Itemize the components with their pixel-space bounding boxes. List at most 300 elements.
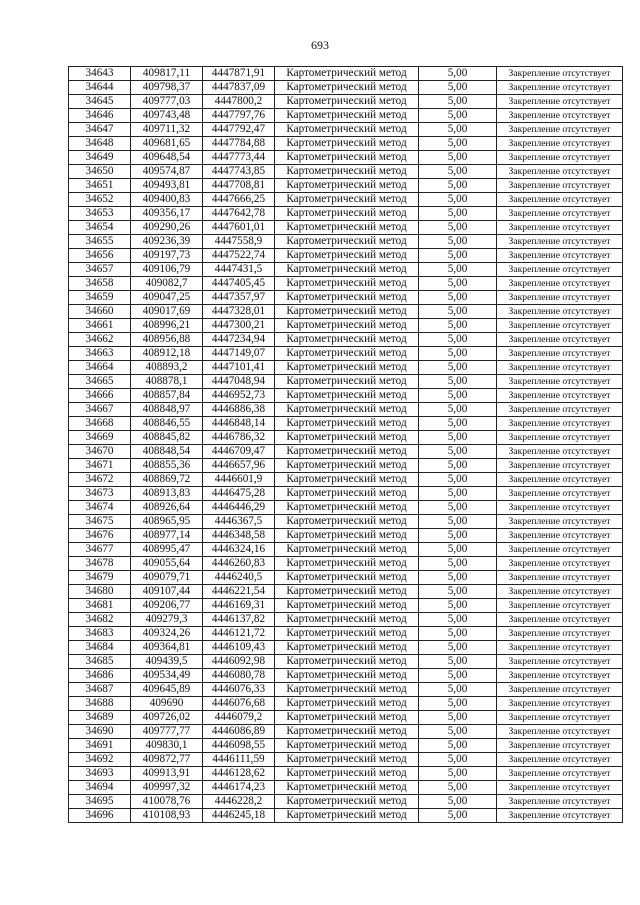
y-coordinate-cell: 4447522,74 [203,249,275,263]
point-number-cell: 34646 [69,109,131,123]
table-row [69,571,623,585]
y-coordinate-cell: 4446079,2 [203,711,275,725]
method-cell: Картометрический метод [275,697,419,711]
table-row [69,375,623,389]
table-row [69,711,623,725]
x-coordinate-cell: 409645,89 [131,683,203,697]
table-row [69,95,623,109]
fixation-cell: Закрепление отсутствует [497,641,623,655]
x-coordinate-cell: 410078,76 [131,795,203,809]
fixation-cell: Закрепление отсутствует [497,697,623,711]
x-coordinate-cell: 409106,79 [131,263,203,277]
accuracy-cell: 5,00 [419,459,497,473]
point-number-cell: 34650 [69,165,131,179]
fixation-cell: Закрепление отсутствует [497,557,623,571]
table-row [69,655,623,669]
accuracy-cell: 5,00 [419,683,497,697]
point-number-cell: 34660 [69,305,131,319]
method-cell: Картометрический метод [275,641,419,655]
method-cell: Картометрический метод [275,263,419,277]
method-cell: Картометрический метод [275,739,419,753]
y-coordinate-cell: 4446092,98 [203,655,275,669]
table-row [69,473,623,487]
x-coordinate-cell: 409777,03 [131,95,203,109]
x-coordinate-cell: 409681,65 [131,137,203,151]
method-cell: Картометрический метод [275,277,419,291]
method-cell: Картометрический метод [275,319,419,333]
accuracy-cell: 5,00 [419,277,497,291]
y-coordinate-cell: 4446086,89 [203,725,275,739]
accuracy-cell: 5,00 [419,333,497,347]
coordinates-table [68,66,623,823]
accuracy-cell: 5,00 [419,389,497,403]
point-number-cell: 34669 [69,431,131,445]
accuracy-cell: 5,00 [419,305,497,319]
accuracy-cell: 5,00 [419,193,497,207]
table-row [69,319,623,333]
table-row [69,529,623,543]
y-coordinate-cell: 4447837,09 [203,81,275,95]
point-number-cell: 34690 [69,725,131,739]
method-cell: Картометрический метод [275,165,419,179]
y-coordinate-cell: 4447431,5 [203,263,275,277]
y-coordinate-cell: 4446098,55 [203,739,275,753]
method-cell: Картометрический метод [275,235,419,249]
fixation-cell: Закрепление отсутствует [497,669,623,683]
x-coordinate-cell: 408977,14 [131,529,203,543]
accuracy-cell: 5,00 [419,543,497,557]
point-number-cell: 34668 [69,417,131,431]
fixation-cell: Закрепление отсутствует [497,655,623,669]
accuracy-cell: 5,00 [419,137,497,151]
y-coordinate-cell: 4446121,72 [203,627,275,641]
method-cell: Картометрический метод [275,543,419,557]
point-number-cell: 34673 [69,487,131,501]
y-coordinate-cell: 4447601,01 [203,221,275,235]
x-coordinate-cell: 409726,02 [131,711,203,725]
point-number-cell: 34661 [69,319,131,333]
point-number-cell: 34689 [69,711,131,725]
x-coordinate-cell: 409913,91 [131,767,203,781]
x-coordinate-cell: 408848,54 [131,445,203,459]
accuracy-cell: 5,00 [419,515,497,529]
fixation-cell: Закрепление отсутствует [497,543,623,557]
method-cell: Картометрический метод [275,375,419,389]
method-cell: Картометрический метод [275,753,419,767]
fixation-cell: Закрепление отсутствует [497,249,623,263]
method-cell: Картометрический метод [275,81,419,95]
x-coordinate-cell: 409082,7 [131,277,203,291]
method-cell: Картометрический метод [275,669,419,683]
method-cell: Картометрический метод [275,305,419,319]
point-number-cell: 34696 [69,809,131,823]
accuracy-cell: 5,00 [419,109,497,123]
table-row [69,445,623,459]
x-coordinate-cell: 408995,47 [131,543,203,557]
y-coordinate-cell: 4447871,91 [203,67,275,81]
y-coordinate-cell: 4446109,43 [203,641,275,655]
table-row [69,501,623,515]
x-coordinate-cell: 409079,71 [131,571,203,585]
x-coordinate-cell: 409648,54 [131,151,203,165]
method-cell: Картометрический метод [275,725,419,739]
fixation-cell: Закрепление отсутствует [497,207,623,221]
point-number-cell: 34643 [69,67,131,81]
fixation-cell: Закрепление отсутствует [497,347,623,361]
fixation-cell: Закрепление отсутствует [497,361,623,375]
method-cell: Картометрический метод [275,613,419,627]
x-coordinate-cell: 409817,11 [131,67,203,81]
fixation-cell: Закрепление отсутствует [497,291,623,305]
table-row [69,277,623,291]
point-number-cell: 34644 [69,81,131,95]
method-cell: Картометрический метод [275,599,419,613]
point-number-cell: 34647 [69,123,131,137]
x-coordinate-cell: 409997,32 [131,781,203,795]
point-number-cell: 34666 [69,389,131,403]
y-coordinate-cell: 4446137,82 [203,613,275,627]
y-coordinate-cell: 4446324,16 [203,543,275,557]
point-number-cell: 34649 [69,151,131,165]
fixation-cell: Закрепление отсутствует [497,333,623,347]
method-cell: Картометрический метод [275,781,419,795]
x-coordinate-cell: 409777,77 [131,725,203,739]
accuracy-cell: 5,00 [419,557,497,571]
x-coordinate-cell: 409279,3 [131,613,203,627]
accuracy-cell: 5,00 [419,487,497,501]
y-coordinate-cell: 4446886,38 [203,403,275,417]
accuracy-cell: 5,00 [419,81,497,95]
accuracy-cell: 5,00 [419,151,497,165]
accuracy-cell: 5,00 [419,361,497,375]
fixation-cell: Закрепление отсутствует [497,235,623,249]
point-number-cell: 34665 [69,375,131,389]
fixation-cell: Закрепление отсутствует [497,529,623,543]
x-coordinate-cell: 409574,87 [131,165,203,179]
accuracy-cell: 5,00 [419,613,497,627]
fixation-cell: Закрепление отсутствует [497,473,623,487]
method-cell: Картометрический метод [275,123,419,137]
accuracy-cell: 5,00 [419,739,497,753]
y-coordinate-cell: 4447800,2 [203,95,275,109]
accuracy-cell: 5,00 [419,319,497,333]
point-number-cell: 34657 [69,263,131,277]
table-row [69,151,623,165]
x-coordinate-cell: 410108,93 [131,809,203,823]
x-coordinate-cell: 408855,36 [131,459,203,473]
table-row [69,613,623,627]
method-cell: Картометрический метод [275,445,419,459]
y-coordinate-cell: 4446709,47 [203,445,275,459]
point-number-cell: 34667 [69,403,131,417]
fixation-cell: Закрепление отсутствует [497,193,623,207]
table-row [69,599,623,613]
point-number-cell: 34694 [69,781,131,795]
fixation-cell: Закрепление отсутствует [497,767,623,781]
point-number-cell: 34676 [69,529,131,543]
coordinates-table-body [69,67,623,823]
table-row [69,683,623,697]
table-row [69,739,623,753]
y-coordinate-cell: 4446260,83 [203,557,275,571]
table-row [69,249,623,263]
table-row [69,431,623,445]
method-cell: Картометрический метод [275,193,419,207]
accuracy-cell: 5,00 [419,501,497,515]
y-coordinate-cell: 4447666,25 [203,193,275,207]
accuracy-cell: 5,00 [419,711,497,725]
point-number-cell: 34670 [69,445,131,459]
x-coordinate-cell: 408845,82 [131,431,203,445]
x-coordinate-cell: 409364,81 [131,641,203,655]
y-coordinate-cell: 4447558,9 [203,235,275,249]
table-row [69,809,623,823]
table-row [69,137,623,151]
table-row [69,515,623,529]
fixation-cell: Закрепление отсутствует [497,431,623,445]
table-row [69,459,623,473]
fixation-cell: Закрепление отсутствует [497,277,623,291]
point-number-cell: 34656 [69,249,131,263]
y-coordinate-cell: 4447149,07 [203,347,275,361]
fixation-cell: Закрепление отсутствует [497,319,623,333]
x-coordinate-cell: 409534,49 [131,669,203,683]
x-coordinate-cell: 409236,39 [131,235,203,249]
point-number-cell: 34653 [69,207,131,221]
fixation-cell: Закрепление отсутствует [497,67,623,81]
table-row [69,725,623,739]
point-number-cell: 34675 [69,515,131,529]
x-coordinate-cell: 409055,64 [131,557,203,571]
table-row [69,179,623,193]
x-coordinate-cell: 409324,26 [131,627,203,641]
table-row [69,123,623,137]
table-row [69,389,623,403]
point-number-cell: 34652 [69,193,131,207]
fixation-cell: Закрепление отсутствует [497,109,623,123]
x-coordinate-cell: 409206,77 [131,599,203,613]
table-row [69,697,623,711]
y-coordinate-cell: 4447234,94 [203,333,275,347]
table-row [69,207,623,221]
x-coordinate-cell: 409439,5 [131,655,203,669]
table-row [69,403,623,417]
method-cell: Картометрический метод [275,179,419,193]
y-coordinate-cell: 4446367,5 [203,515,275,529]
point-number-cell: 34651 [69,179,131,193]
y-coordinate-cell: 4446952,73 [203,389,275,403]
accuracy-cell: 5,00 [419,627,497,641]
y-coordinate-cell: 4446111,59 [203,753,275,767]
x-coordinate-cell: 408926,64 [131,501,203,515]
y-coordinate-cell: 4447101,41 [203,361,275,375]
table-row [69,557,623,571]
point-number-cell: 34686 [69,669,131,683]
table-row [69,263,623,277]
fixation-cell: Закрепление отсутствует [497,683,623,697]
x-coordinate-cell: 408912,18 [131,347,203,361]
method-cell: Картометрический метод [275,655,419,669]
point-number-cell: 34677 [69,543,131,557]
point-number-cell: 34685 [69,655,131,669]
table-row [69,333,623,347]
accuracy-cell: 5,00 [419,375,497,389]
point-number-cell: 34645 [69,95,131,109]
y-coordinate-cell: 4446169,31 [203,599,275,613]
y-coordinate-cell: 4447784,88 [203,137,275,151]
accuracy-cell: 5,00 [419,123,497,137]
fixation-cell: Закрепление отсутствует [497,627,623,641]
method-cell: Картометрический метод [275,361,419,375]
accuracy-cell: 5,00 [419,221,497,235]
accuracy-cell: 5,00 [419,417,497,431]
x-coordinate-cell: 408857,84 [131,389,203,403]
method-cell: Картометрический метод [275,249,419,263]
y-coordinate-cell: 4447328,01 [203,305,275,319]
point-number-cell: 34693 [69,767,131,781]
y-coordinate-cell: 4447357,97 [203,291,275,305]
x-coordinate-cell: 409356,17 [131,207,203,221]
fixation-cell: Закрепление отсутствует [497,501,623,515]
fixation-cell: Закрепление отсутствует [497,795,623,809]
accuracy-cell: 5,00 [419,263,497,277]
method-cell: Картометрический метод [275,151,419,165]
fixation-cell: Закрепление отсутствует [497,389,623,403]
y-coordinate-cell: 4446657,96 [203,459,275,473]
table-row [69,291,623,305]
x-coordinate-cell: 409830,1 [131,739,203,753]
x-coordinate-cell: 408846,55 [131,417,203,431]
table-row [69,361,623,375]
fixation-cell: Закрепление отсутствует [497,515,623,529]
fixation-cell: Закрепление отсутствует [497,739,623,753]
fixation-cell: Закрепление отсутствует [497,305,623,319]
fixation-cell: Закрепление отсутствует [497,459,623,473]
fixation-cell: Закрепление отсутствует [497,81,623,95]
y-coordinate-cell: 4447792,47 [203,123,275,137]
method-cell: Картометрический метод [275,431,419,445]
point-number-cell: 34688 [69,697,131,711]
table-row [69,487,623,501]
method-cell: Картометрический метод [275,221,419,235]
accuracy-cell: 5,00 [419,753,497,767]
accuracy-cell: 5,00 [419,249,497,263]
accuracy-cell: 5,00 [419,473,497,487]
accuracy-cell: 5,00 [419,431,497,445]
method-cell: Картометрический метод [275,109,419,123]
y-coordinate-cell: 4447773,44 [203,151,275,165]
method-cell: Картометрический метод [275,683,419,697]
x-coordinate-cell: 409197,73 [131,249,203,263]
x-coordinate-cell: 409493,81 [131,179,203,193]
fixation-cell: Закрепление отсутствует [497,263,623,277]
method-cell: Картометрический метод [275,403,419,417]
method-cell: Картометрический метод [275,207,419,221]
fixation-cell: Закрепление отсутствует [497,753,623,767]
point-number-cell: 34648 [69,137,131,151]
accuracy-cell: 5,00 [419,445,497,459]
table-row [69,641,623,655]
fixation-cell: Закрепление отсутствует [497,613,623,627]
point-number-cell: 34680 [69,585,131,599]
table-row [69,543,623,557]
fixation-cell: Закрепление отсутствует [497,711,623,725]
fixation-cell: Закрепление отсутствует [497,487,623,501]
point-number-cell: 34679 [69,571,131,585]
x-coordinate-cell: 409047,25 [131,291,203,305]
table-row [69,795,623,809]
accuracy-cell: 5,00 [419,641,497,655]
method-cell: Картометрический метод [275,459,419,473]
fixation-cell: Закрепление отсутствует [497,179,623,193]
table-row [69,669,623,683]
x-coordinate-cell: 408848,97 [131,403,203,417]
table-row [69,221,623,235]
fixation-cell: Закрепление отсутствует [497,95,623,109]
y-coordinate-cell: 4446240,5 [203,571,275,585]
x-coordinate-cell: 409798,37 [131,81,203,95]
accuracy-cell: 5,00 [419,767,497,781]
method-cell: Картометрический метод [275,389,419,403]
point-number-cell: 34681 [69,599,131,613]
method-cell: Картометрический метод [275,711,419,725]
method-cell: Картометрический метод [275,585,419,599]
y-coordinate-cell: 4447405,45 [203,277,275,291]
accuracy-cell: 5,00 [419,529,497,543]
y-coordinate-cell: 4446786,32 [203,431,275,445]
method-cell: Картометрический метод [275,291,419,305]
y-coordinate-cell: 4446446,29 [203,501,275,515]
point-number-cell: 34664 [69,361,131,375]
fixation-cell: Закрепление отсутствует [497,809,623,823]
x-coordinate-cell: 409711,32 [131,123,203,137]
fixation-cell: Закрепление отсутствует [497,165,623,179]
accuracy-cell: 5,00 [419,179,497,193]
fixation-cell: Закрепление отсутствует [497,417,623,431]
y-coordinate-cell: 4446245,18 [203,809,275,823]
x-coordinate-cell: 409872,77 [131,753,203,767]
point-number-cell: 34662 [69,333,131,347]
fixation-cell: Закрепление отсутствует [497,599,623,613]
accuracy-cell: 5,00 [419,67,497,81]
method-cell: Картометрический метод [275,347,419,361]
y-coordinate-cell: 4446128,62 [203,767,275,781]
method-cell: Картометрический метод [275,557,419,571]
x-coordinate-cell: 409690 [131,697,203,711]
accuracy-cell: 5,00 [419,165,497,179]
y-coordinate-cell: 4447743,85 [203,165,275,179]
method-cell: Картометрический метод [275,795,419,809]
table-row [69,109,623,123]
y-coordinate-cell: 4446174,23 [203,781,275,795]
table-row [69,81,623,95]
method-cell: Картометрический метод [275,529,419,543]
table-row [69,165,623,179]
method-cell: Картометрический метод [275,473,419,487]
point-number-cell: 34663 [69,347,131,361]
point-number-cell: 34671 [69,459,131,473]
table-row [69,193,623,207]
point-number-cell: 34654 [69,221,131,235]
y-coordinate-cell: 4447048,94 [203,375,275,389]
x-coordinate-cell: 409400,83 [131,193,203,207]
fixation-cell: Закрепление отсутствует [497,123,623,137]
y-coordinate-cell: 4447642,78 [203,207,275,221]
x-coordinate-cell: 408878,1 [131,375,203,389]
x-coordinate-cell: 408869,72 [131,473,203,487]
y-coordinate-cell: 4446080,78 [203,669,275,683]
table-row [69,67,623,81]
